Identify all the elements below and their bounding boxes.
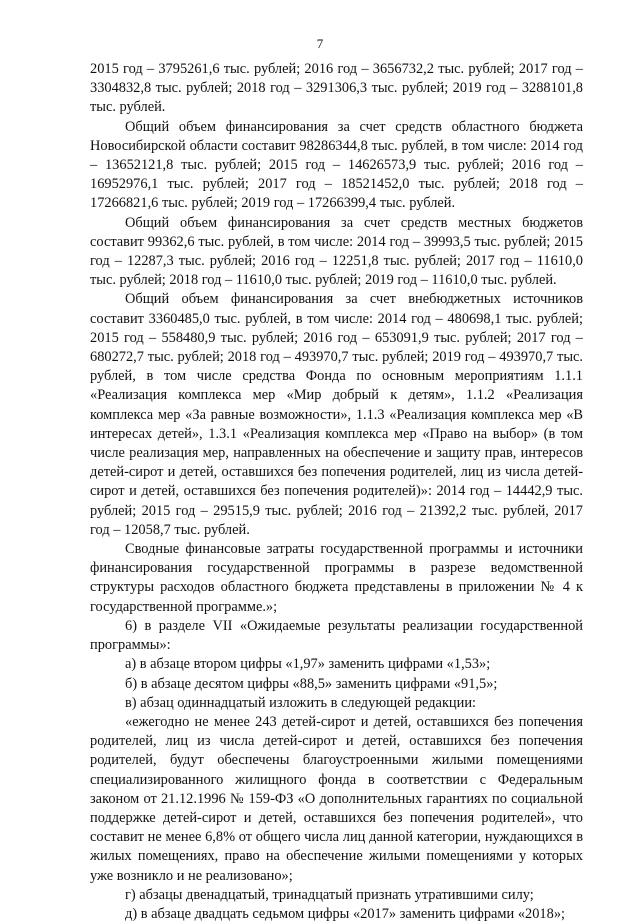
paragraph-new-wording: «ежегодно не менее 243 детей-сирот и детей, оставшихся без попечения родителей, лиц из числа детей-сирот и детей, оставшихся без попечения родителей, будут обеспечены благоустроенными жилыми помещениями специализированного жилищного фонда в соответствии с Федеральным законом от 21.12.1996 № 159-ФЗ «О дополнительных гарантиях по социальной поддержке детей-сирот и детей, оставшихся без попечения родителей», что составит не менее 6,8% от общего числа лиц данной категории, нуждающихся в жилых помещениях, право на обеспечение жилыми помещениями у которых уже возникло и не реализовано»;: [90, 713, 583, 884]
paragraph-extrabudgetary: Общий объем финансирования за счет внебюджетных источников составит 3360485,0 тыс. рублей, в том числе: 2014 год – 480698,1 тыс. рублей; 2015 год – 558480,9 тыс. рублей; 2016 год – 653091,9 тыс. рублей; 2017 год – 680272,7 тыс. рублей; 2018 год – 493970,7 тыс. рублей; 2019 год – 493970,7 тыс. рублей, в том числе средства Фонда по основным мероприятиям 1.1.1 «Реализация комплекса мер «Мир добрый к детям», 1.1.2 «Реализация комплекса мер «За равные возможности», 1.1.3 «Реализация комплекса мер «В интересах детей», 1.3.1 «Реализация комплекса мер «Право на выбор» (в том числе реализация мер, направленных на обеспечение и защиту прав, интересов детей-сирот и детей, оставшихся без попечения родителей, лиц из числа детей-сирот и детей, оставшихся без попечения родителей)»: 2014 год – 14442,9 тыс. рублей; 2015 год – 29515,9 тыс. рублей; 2016 год – 21392,2 тыс. рублей, 2017 год – 12058,7 тыс. рублей.: [90, 291, 583, 538]
paragraph-item-b: б) в абзаце десятом цифры «88,5» заменить цифрами «91,5»;: [125, 675, 498, 692]
paragraph-regional-budget: Общий объем финансирования за счет средств областного бюджета Новосибирской области составит 98286344,8 тыс. рублей, в том числе: 2014 год – 13652121,8 тыс. рублей; 2015 год – 14626573,9 тыс. рублей; 2016 год – 16952976,1 тыс. рублей; 2017 год – 18521452,0 тыс. рублей; 2018 год – 17266821,6 тыс. рублей; 2019 год – 17266399,4 тыс. рублей.: [90, 118, 583, 212]
paragraph-item-a: а) в абзаце втором цифры «1,97» заменить цифрами «1,53»;: [125, 656, 491, 673]
paragraph-funding-totals-continued: 2015 год – 3795261,6 тыс. рублей; 2016 год – 3656732,2 тыс. рублей; 2017 год – 3304832,8 тыс. рублей; 2018 год – 3291306,3 тыс. рублей; 2019 год – 3288101,8 тыс. рублей.: [90, 61, 583, 116]
paragraph-section-vii: 6) в разделе VII «Ожидаемые результаты реализации государственной программы»:: [90, 617, 583, 654]
paragraph-local-budgets: Общий объем финансирования за счет средств местных бюджетов составит 99362,6 тыс. рублей, в том числе: 2014 год – 39993,5 тыс. рублей; 2015 год – 12287,3 тыс. рублей; 2016 год – 12251,8 тыс. рублей; 2017 год – 11610,0 тыс. рублей; 2018 год – 11610,0 тыс. рублей; 2019 год – 11610,0 тыс. рублей.: [90, 214, 583, 289]
document-body: [90, 60, 583, 924]
paragraph-item-v: в) абзац одиннадцатый изложить в следующей редакции:: [125, 694, 477, 711]
page-number: 7: [316, 36, 324, 51]
paragraph-summary-costs: Сводные финансовые затраты государственной программы и источники финансирования государственной программы в разрезе ведомственной структуры расходов областного бюджета представлены в приложении № 4 к государственной программе.»;: [90, 541, 583, 615]
paragraph-item-d: д) в абзаце двадцать седьмом цифры «2017» заменить цифрами «2018»;: [125, 905, 566, 922]
paragraph-item-g: г) абзацы двенадцатый, тринадцатый признать утратившими силу;: [125, 886, 534, 903]
